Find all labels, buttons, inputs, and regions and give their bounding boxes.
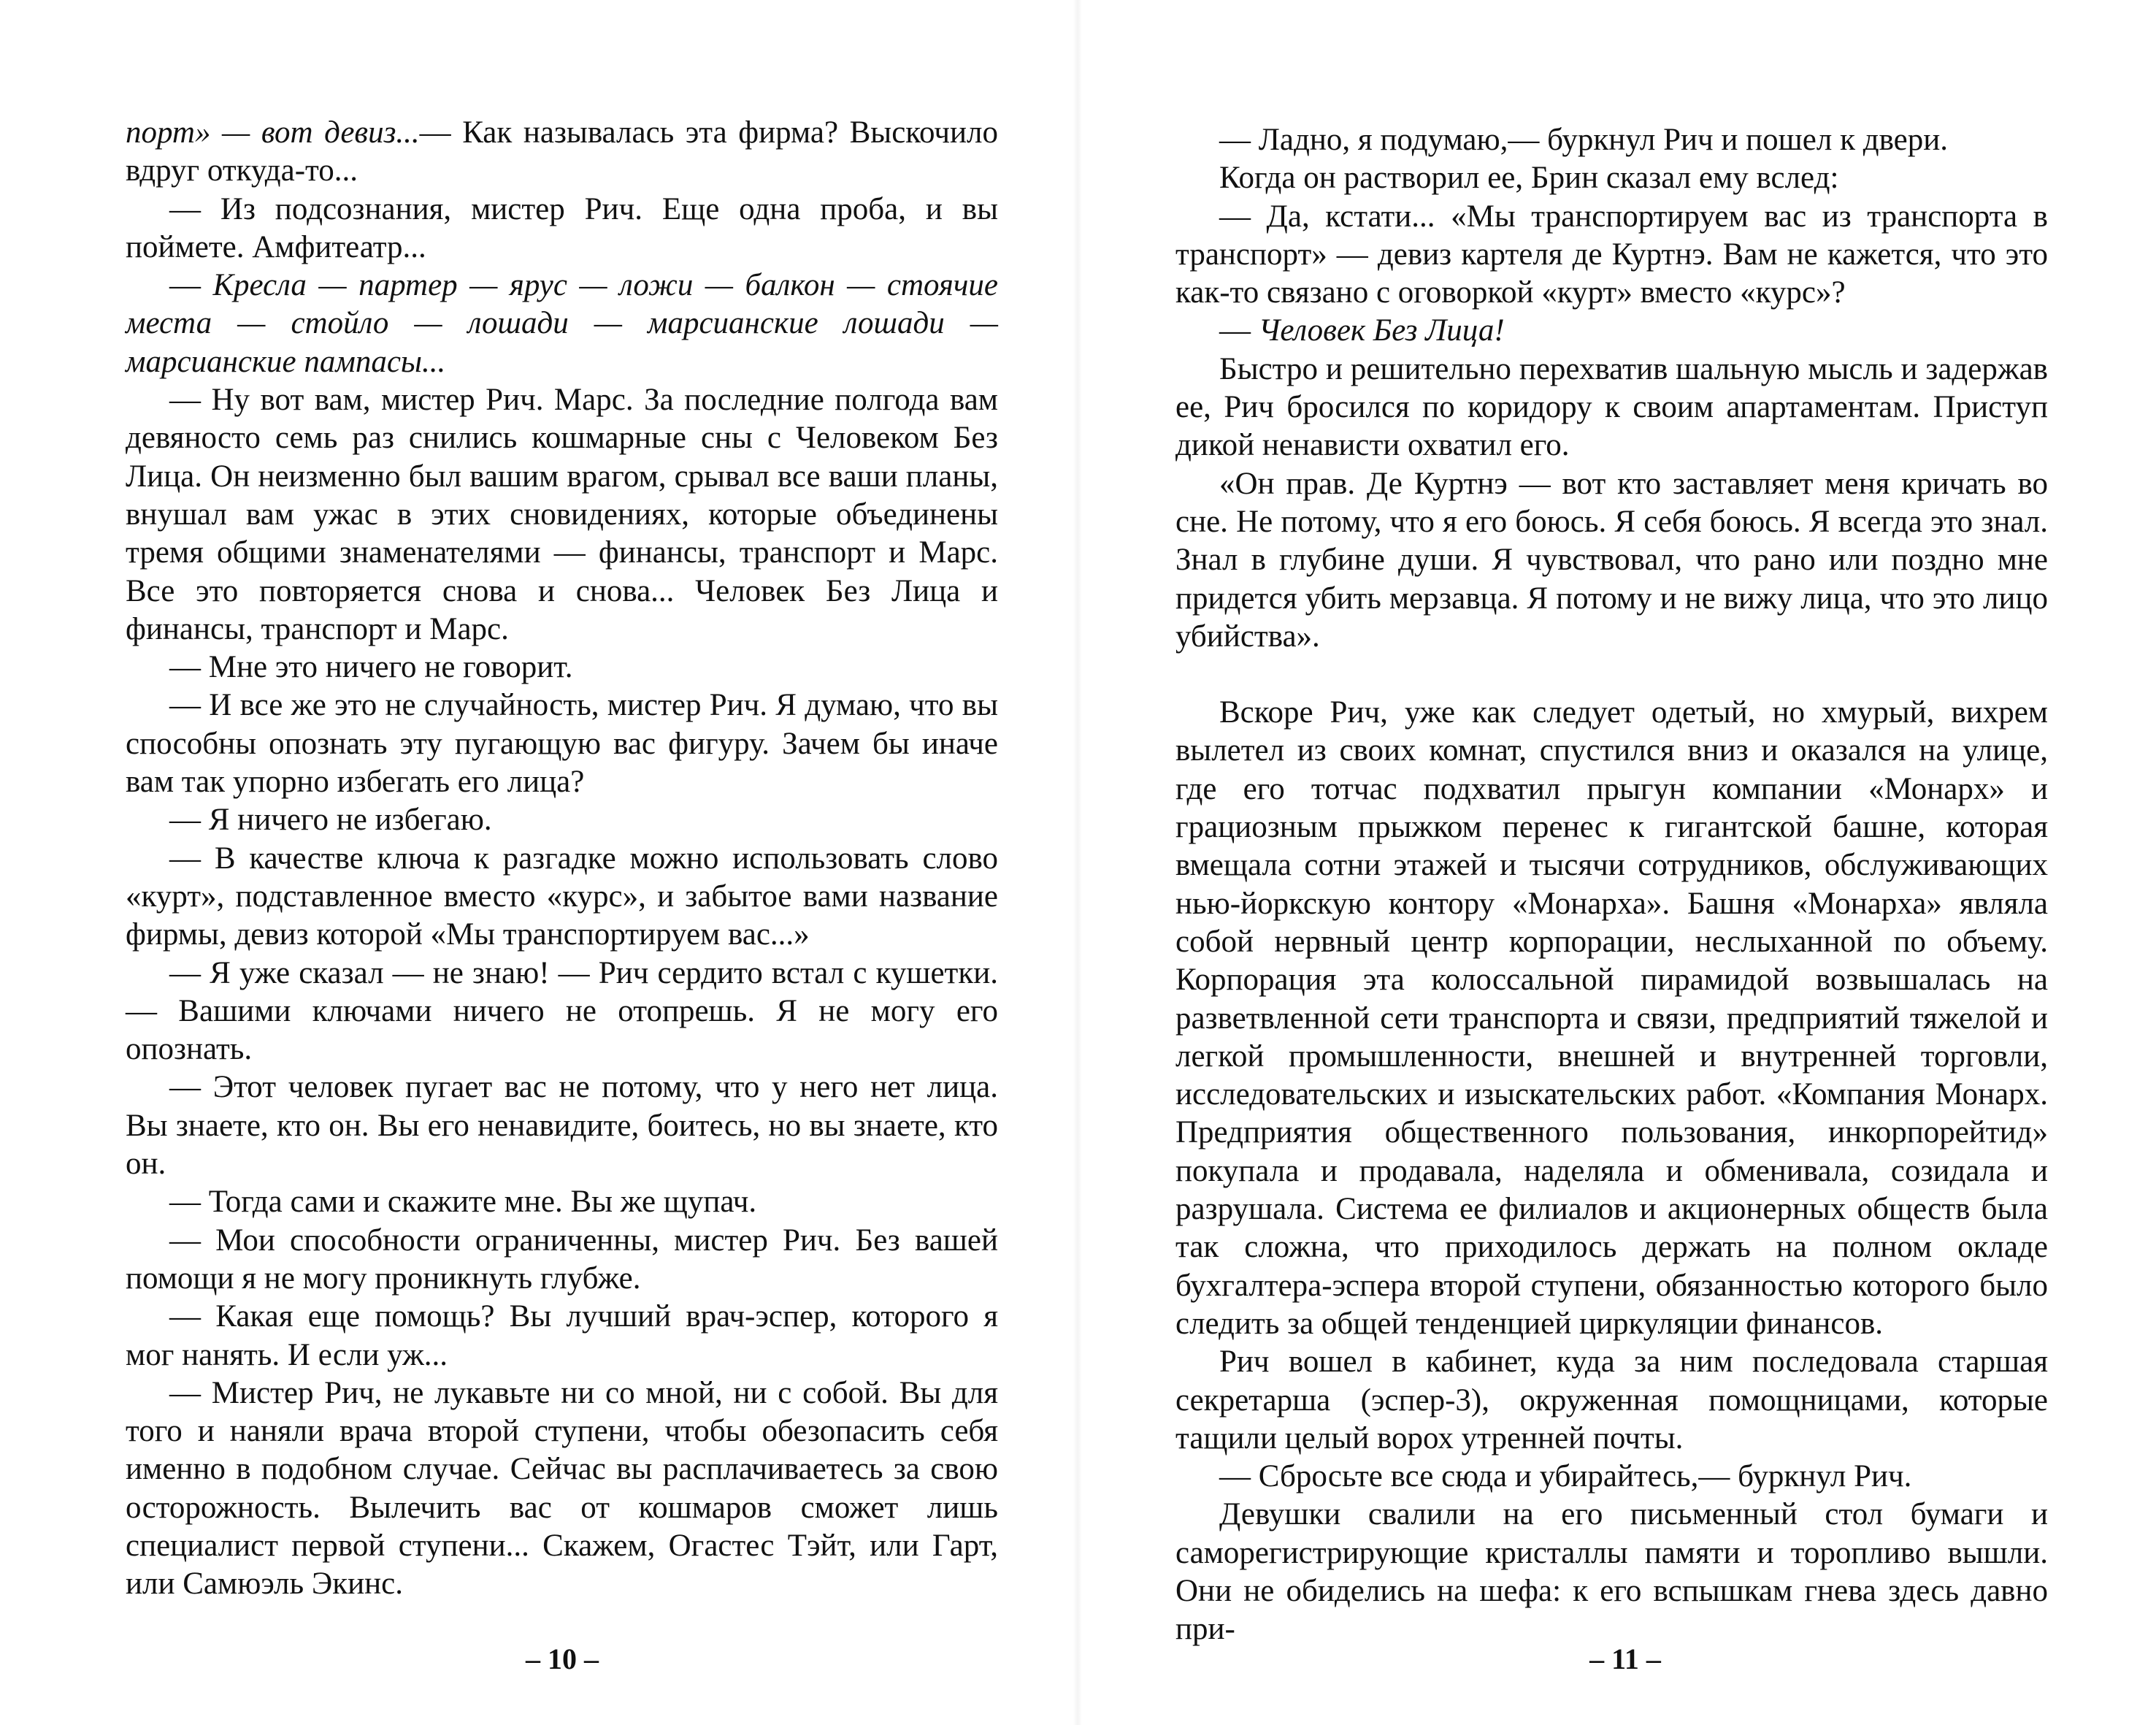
paragraph — [126, 267, 998, 381]
paragraph: Рич вошел в кабинет, куда за ним последовала старшая секретарша (эспер-3), окруженная помощницами, которые тащили целый ворох утренней почты. — [1175, 1345, 2048, 1456]
paragraph: — Этот человек пугает вас не потому, что у него нет лица. Вы знаете, кто он. Вы его ненавидите, боитесь, но вы знаете, кто он. — [126, 1070, 998, 1182]
paragraph: — Сбросьте все сюда и убирайтесь,— буркнул Рич. — [1219, 1459, 1912, 1494]
paragraph: — В качестве ключа к разгадке можно использовать слово «курт», подставленное вместо «курс», и забытое вами название фирмы, девиз которой «Мы транспортируем вас...» — [126, 841, 998, 952]
paragraph: — Ладно, я подумаю,— буркнул Рич и пошел к двери. — [1219, 123, 1948, 157]
paragraph: — Мне это ничего не говорит. — [169, 650, 573, 685]
paragraph — [1175, 312, 2048, 350]
page-number: – 10 – — [526, 1642, 599, 1675]
right-page — [1078, 0, 2156, 1725]
page-number: – 11 – — [1589, 1642, 1661, 1675]
italic-lead: порт» — вот девиз... — [126, 115, 420, 150]
paragraph — [126, 114, 998, 191]
paragraph: Девушки свалили на его письменный стол бумаги и саморегистрирующие кристаллы памяти и торопливо вышли. Они не обиделись на шефа: к его вспышкам гнева здесь давно при- — [1175, 1497, 2048, 1647]
paragraph: — Да, кстати... «Мы транспортируем вас из транспорта в транспорт» — девиз картеля де Куртнэ. Вам не кажется, что это как-то связано с оговоркой «курт» вместо «курс»? — [1175, 199, 2048, 310]
paragraph: «Он прав. Де Куртнэ — вот кто заставляет меня кричать во сне. Не потому, что я его боюсь. Я себя боюсь. Я всегда это знал. Знал в глубине души. Я чувствовал, что рано или поздно мне придется убить мерзавца. Я потому и не вижу лица, что это лицо убийства». — [1175, 466, 2048, 654]
paragraph-text: — Как называлась эта фирма? Выскочило вдруг откуда-то... — [126, 115, 998, 188]
paragraph: — Тогда сами и скажите мне. Вы же щупач. — [169, 1185, 757, 1220]
left-page-text — [126, 114, 998, 1604]
paragraph: — Мистер Рич, не лукавьте ни со мной, ни с собой. Вы для того и наняли врача второй ступени, чтобы обезопасить себя именно в подобном случае. Сейчас вы расплачиваетесь за свою осторожность. Вылечить вас от кошмаров сможет лишь специалист первой ступени... Скажем, Огастес Тэйт, или Гарт, или Самюэль Экинс. — [126, 1375, 998, 1602]
italic-text: Кресла — партер — ярус — ложи — балкон — стоячие места — стойло — лошади — марсианские лошади — марсианские пампасы... — [126, 268, 999, 379]
right-page-text — [1175, 121, 2048, 1649]
paragraph: — Из подсознания, мистер Рич. Еще одна проба, и вы поймете. Амфитеатр... — [126, 191, 998, 264]
paragraph: Быстро и решительно перехватив шальную мысль и задержав ее, Рич бросился по коридору к своим апартаментам. Приступ дикой ненависти охватил его. — [1175, 351, 2048, 463]
dash: — — [169, 268, 213, 303]
italic-text: Человек Без Лица! — [1258, 313, 1505, 348]
dash: — — [1219, 313, 1259, 348]
paragraph: Когда он растворил ее, Брин сказал ему вслед: — [1219, 161, 1839, 196]
paragraph: — Какая еще помощь? Вы лучший врач-эспер, которого я мог нанять. И если уж... — [126, 1299, 998, 1372]
paragraph: — И все же это не случайность, мистер Рич. Я думаю, что вы способны опознать эту пугающую вас фигуру. Зачем бы иначе вам так упорно избегать его лица? — [126, 688, 998, 800]
paragraph: — Я ничего не избегаю. — [169, 803, 492, 838]
paragraph: — Я уже сказал — не знаю! — Рич сердито встал с кушетки.— Вашими ключами ничего не отопрешь. Я не могу его опознать. — [126, 955, 998, 1067]
paragraph: Вскоре Рич, уже как следует одетый, но хмурый, вихрем вылетел из своих комнат, спустился вниз и оказался на улице, где его тотчас подхватил прыгун компании «Монарх» и грациозным прыжком перенес к гигантской башне, которая вмещала сотни этажей и тысячи сотрудников, обслуживающих нью-йоркскую контору «Монарха». Башня «Монарха» являла собой нервный центр корпорации, неслыханной по объему. Корпорация эта колоссальной пирамидой возвышалась на разветвленной сети транспорта и связи, предприятий тяжелой и легкой промышленности, внешней и внутренней торговли, исследовательских и изыскательских работ. «Компания Монарх. Предприятия общественного пользования, инкорпорейтид» покупала и продавала, наделяла и обменивала, созидала и разрушала. Система ее филиалов и акционерных обществ была так сложна, что приходилось держать на полном окладе бухгалтера-эспера второй ступени, обязанностью которого было следить за общей тенденцией циркуляции финансов. — [1175, 695, 2048, 1341]
paragraph: — Ну вот вам, мистер Рич. Марс. За последние полгода вам девяносто семь раз снились кошмарные сны с Человеком Без Лица. Он неизменно был вашим врагом, срывал все ваши планы, внушал вам ужас в этих сновидениях, которые объединены тремя общими знаменателями — финансы, транспорт и Марс. Все это повторяется снова и снова... Человек Без Лица и финансы, транспорт и Марс. — [126, 383, 998, 646]
paragraph: — Мои способности ограниченны, мистер Рич. Без вашей помощи я не могу проникнуть глубже. — [126, 1223, 998, 1296]
